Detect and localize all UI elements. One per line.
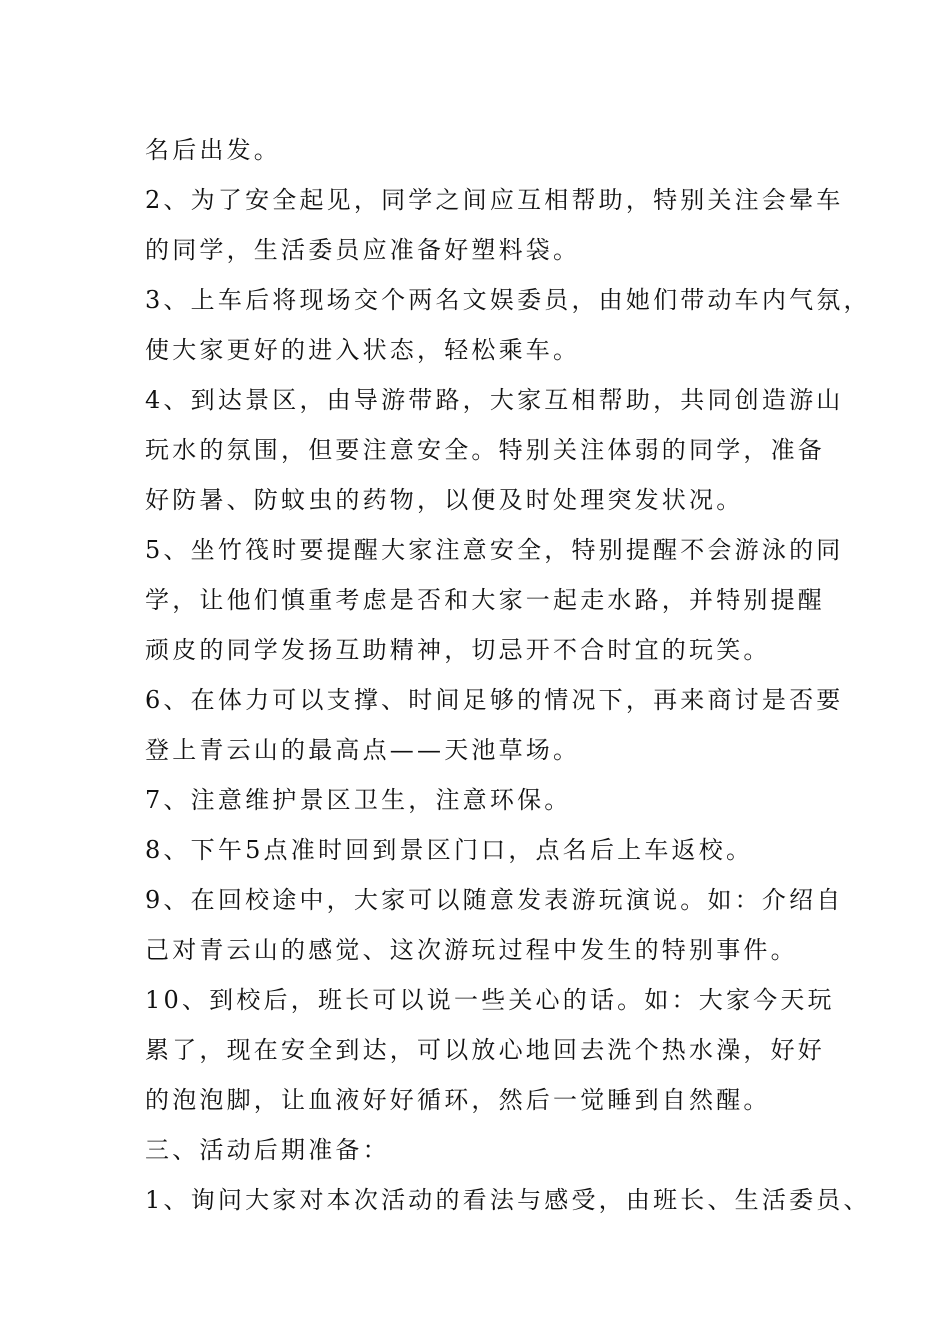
text-line-3: 的同学，生活委员应准备好塑料袋。: [145, 236, 581, 264]
text-line-20: 的泡泡脚，让血液好好循环，然后一觉睡到自然醒。: [145, 1086, 771, 1114]
text-line-13: 登上青云山的最高点——天池草场。: [145, 736, 581, 764]
text-line-14: 7、注意维护景区卫生，注意环保。: [145, 786, 572, 814]
text-line-18: 10、到校后，班长可以说一些关心的话。如：大家今天玩: [145, 986, 835, 1014]
text-line-22: 1、询问大家对本次活动的看法与感受，由班长、生活委员、: [145, 1186, 871, 1214]
text-line-16: 9、在回校途中，大家可以随意发表游玩演说。如：介绍自: [145, 886, 844, 914]
text-line-5: 使大家更好的进入状态，轻松乘车。: [145, 336, 581, 364]
text-line-15: 8、下午5点准时回到景区门口，点名后上车返校。: [145, 836, 754, 864]
text-line-4: 3、上车后将现场交个两名文娱委员，由她们带动车内气氛，: [145, 286, 871, 314]
text-line-11: 顽皮的同学发扬互助精神，切忌开不合时宜的玩笑。: [145, 636, 771, 664]
text-line-7: 玩水的氛围，但要注意安全。特别关注体弱的同学，准备: [145, 436, 825, 464]
text-line-17: 己对青云山的感觉、这次游玩过程中发生的特别事件。: [145, 936, 798, 964]
text-line-19: 累了，现在安全到达，可以放心地回去洗个热水澡，好好: [145, 1036, 825, 1064]
text-line-8: 好防暑、防蚊虫的药物，以便及时处理突发状况。: [145, 486, 744, 514]
text-line-1: 名后出发。: [145, 136, 281, 164]
section-heading-post-activity: 三、活动后期准备：: [145, 1136, 390, 1164]
text-line-9: 5、坐竹筏时要提醒大家注意安全，特别提醒不会游泳的同: [145, 536, 844, 564]
text-line-2: 2、为了安全起见，同学之间应互相帮助，特别关注会晕车: [145, 186, 844, 214]
text-line-6: 4、到达景区，由导游带路，大家互相帮助，共同创造游山: [145, 386, 844, 414]
text-line-12: 6、在体力可以支撑、时间足够的情况下，再来商讨是否要: [145, 686, 844, 714]
text-line-10: 学，让他们慎重考虑是否和大家一起走水路，并特别提醒: [145, 586, 825, 614]
